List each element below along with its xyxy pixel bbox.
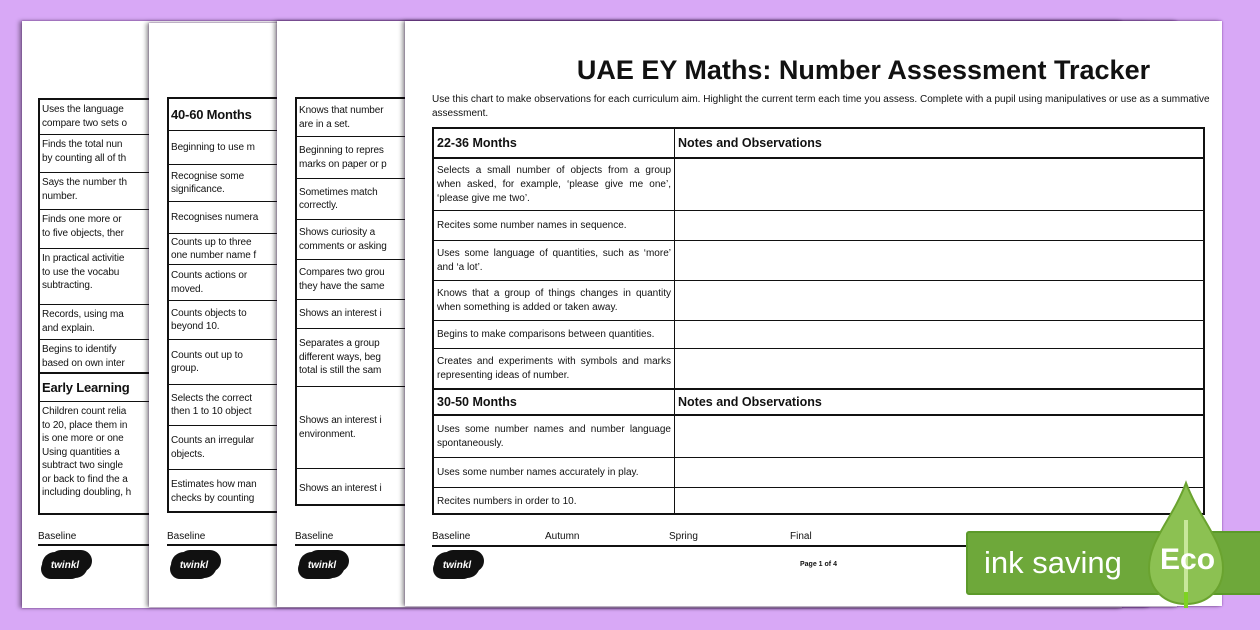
eco-label: Eco xyxy=(1160,543,1216,576)
criterion-cell: Uses some number names and number language spontaneously. xyxy=(434,416,675,457)
cell-text-line: Shows an interest i xyxy=(299,482,382,494)
cell-text-line: Using quantities a xyxy=(42,446,120,458)
cell-text-line: comments or asking xyxy=(299,240,387,252)
cell-text-line: and explain. xyxy=(42,322,95,334)
cell-text-line: one number name f xyxy=(171,250,257,261)
term-label-baseline[interactable]: Baseline xyxy=(432,531,471,542)
criterion-cell: Selects a small number of objects from a group when asked, for example, ‘please give me one’, ‘please give me two’. xyxy=(434,159,675,210)
cell-text-line: Selects the correct xyxy=(171,392,252,404)
cell-text-line: Counts out up to xyxy=(171,349,243,361)
twinkl-logo: twinkl xyxy=(434,552,480,578)
cell-text-line: total is still the sam xyxy=(299,365,382,377)
notes-heading: Notes and Observations xyxy=(675,388,1203,416)
cell-text-line: Finds the total nun xyxy=(42,139,123,150)
cell-text-line: by counting all of th xyxy=(42,152,127,164)
twinkl-logo: twinkl xyxy=(299,552,345,578)
document-title: UAE EY Maths: Number Assessment Tracker xyxy=(576,55,1151,85)
notes-input[interactable] xyxy=(675,487,1203,515)
cell-text-line: to 20, place them in xyxy=(42,419,128,431)
criterion-cell: Knows that a group of things changes in quantity when something is added or taken away. xyxy=(434,280,675,320)
notes-input[interactable] xyxy=(675,159,1203,210)
notes-input[interactable] xyxy=(675,457,1203,487)
cell-text-line: Shows curiosity a xyxy=(299,227,376,238)
term-label-autumn[interactable]: Autumn xyxy=(545,531,580,542)
notes-input[interactable] xyxy=(675,210,1203,240)
cell-text-line: subtracting. xyxy=(42,280,93,291)
cell-text-line: to use the vocabu xyxy=(42,266,120,278)
cell-text-line: Knows that number xyxy=(299,105,384,116)
cell-text-line: different ways, beg xyxy=(299,351,381,363)
cell-text-line: Shows an interest i xyxy=(299,415,382,426)
cell-text-line: based on own inter xyxy=(42,357,125,369)
cell-text-line: Estimates how man xyxy=(171,479,257,490)
cell-text-line: Separates a group xyxy=(299,338,380,350)
cell-text-line: In practical activitie xyxy=(42,253,125,264)
cell-text-line: Beginning to repres xyxy=(299,145,384,156)
cell-text-line: checks by counting xyxy=(171,492,255,504)
notes-input[interactable] xyxy=(675,280,1203,320)
cell-text-line: then 1 to 10 object xyxy=(171,406,252,417)
cell-text-line: Begins to identify xyxy=(42,344,117,355)
criterion-cell: Uses some language of quantities, such as ‘more’ and ‘a lot’. xyxy=(434,240,675,280)
section-heading: 22-36 Months xyxy=(434,129,675,159)
notes-input[interactable] xyxy=(675,348,1203,388)
footer-baseline: Baseline xyxy=(38,531,77,542)
cell-text-line: marks on paper or p xyxy=(299,158,387,170)
cell-text-line: compare two sets o xyxy=(42,117,127,129)
cell-text-line: correctly. xyxy=(299,200,338,211)
cell-text-line: Sometimes match xyxy=(299,186,378,198)
cell-text-line: objects. xyxy=(171,448,205,460)
footer-baseline: Baseline xyxy=(167,531,206,542)
cell-text-line: group. xyxy=(171,363,199,374)
cell-text-line: environment. xyxy=(299,428,356,440)
cell-text-line: Records, using ma xyxy=(42,309,124,320)
section-heading: 30-50 Months xyxy=(434,388,675,416)
criterion-cell: Recites some number names in sequence. xyxy=(434,210,675,240)
notes-input[interactable] xyxy=(675,416,1203,457)
cell-text-line: Counts up to three xyxy=(171,236,252,248)
cell-text-line: Compares two grou xyxy=(299,267,385,278)
page-number: Page 1 of 4 xyxy=(800,561,837,568)
cell-text-line: Recognises numera xyxy=(171,211,259,223)
cell-text-line: number. xyxy=(42,190,78,202)
criterion-cell: Begins to make comparisons between quantities. xyxy=(434,320,675,348)
notes-input[interactable] xyxy=(675,240,1203,280)
term-label-final[interactable]: Final xyxy=(790,531,812,542)
criterion-cell: Recites numbers in order to 10. xyxy=(434,487,675,515)
cell-text-line: Children count relia xyxy=(42,406,127,417)
cell-text-line: Counts actions or xyxy=(171,270,248,281)
twinkl-logo: twinkl xyxy=(42,552,88,578)
notes-input[interactable] xyxy=(675,320,1203,348)
page-4-preview[interactable] xyxy=(405,21,1222,606)
cell-text-line: moved. xyxy=(171,283,204,295)
cell-text-line: Finds one more or xyxy=(42,214,122,225)
footer-baseline: Baseline xyxy=(295,531,334,542)
criterion-cell: Uses some number names accurately in play. xyxy=(434,457,675,487)
cell-text-line: they have the same xyxy=(299,280,385,292)
table-header: Early Learning xyxy=(40,372,236,402)
term-label-spring[interactable]: Spring xyxy=(669,531,698,542)
table-header: 40-60 Months xyxy=(169,99,365,131)
cell-text-line: subtract two single xyxy=(42,460,123,471)
criterion-cell: Creates and experiments with symbols and marks representing ideas of number. xyxy=(434,348,675,388)
cell-text-line: beyond 10. xyxy=(171,321,220,332)
assessment-table xyxy=(432,127,1205,515)
cell-text-line: significance. xyxy=(171,184,225,195)
intro-text: Use this chart to make observations for each curriculum aim. Highlight the current term each time you assess. Complete with a pupil using manipulatives or use as a summative assessment. xyxy=(432,94,1210,119)
twinkl-logo: twinkl xyxy=(171,552,217,578)
cell-text-line: Counts an irregular xyxy=(171,435,255,446)
cell-text-line: Counts objects to xyxy=(171,307,247,319)
cell-text-line: is one more or one xyxy=(42,433,124,444)
cell-text-line: are in a set. xyxy=(299,118,350,130)
cell-text-line: to five objects, ther xyxy=(42,227,124,239)
cell-text-line: Uses the language xyxy=(42,104,124,115)
cell-text-line: Says the number th xyxy=(42,177,127,188)
cell-text-line: Recognise some xyxy=(171,170,245,182)
cell-text-line: Shows an interest i xyxy=(299,308,382,320)
cell-text-line: or back to find the a xyxy=(42,473,128,485)
cell-text-line: including doubling, h xyxy=(42,487,132,498)
ink-saving-label: ink saving xyxy=(984,545,1122,580)
cell-text-line: Beginning to use m xyxy=(171,141,255,153)
notes-heading: Notes and Observations xyxy=(675,129,1203,159)
